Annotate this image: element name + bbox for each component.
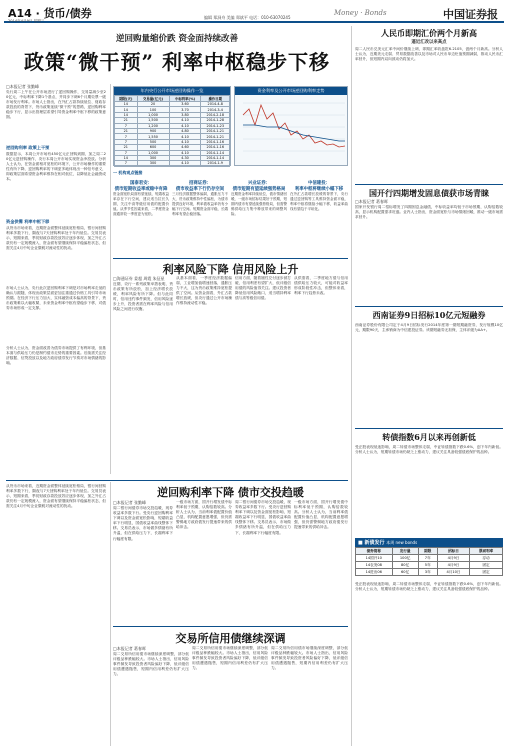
bottom-text-1: 周二银行间债券市场交投趋暖，现券收益率多数下行。受央行逆回购利率下调以及资金面宽松影响，短端收益率下行明显，国债收益率曲线整体下移。交易员表示，市场做多情绪有所升温，但在供给压力下，长端利率下行幅度有限。 <box>113 506 173 541</box>
table-cell: 2014-1-16 <box>201 139 230 144</box>
middle-paragraph: 近期，央行一系列政策举措表明，货币政策有所放松，加上经济增长放缓，利率风险有所下降。但与此同时，信用违约事件频发，信用风险逐步上升，投资者需在利率风险与信用风险之间进行权衡。 <box>113 282 173 312</box>
table-cell: 固定 <box>470 562 503 569</box>
table-cell: 7年 <box>418 555 437 562</box>
middle-headline <box>113 261 348 277</box>
middle-byline: □海通证券 姜超 周霞 朱征星 <box>113 276 165 281</box>
table-body <box>115 102 230 167</box>
section-rule <box>6 480 348 481</box>
table-cell: 3.80 <box>169 112 201 117</box>
rate-series-line <box>243 105 345 147</box>
table-cell: 4.10 <box>169 123 201 128</box>
view-text: 近期资金利率持续低位，债市情绪回暖，一级市场招标结果好于预期，短期内债市有望延续强势格局，但需警惕供给压力集中释放带来的调整风险。 <box>231 192 287 217</box>
middle-article <box>113 276 173 476</box>
newspaper-logo: 中国证券报 <box>443 8 498 21</box>
table-cell: 600 <box>137 145 169 150</box>
table-cell: 14国开10 <box>356 555 393 562</box>
table-cell: 2014-1-21 <box>201 134 230 139</box>
table-header: 交易量(亿元) <box>137 96 169 102</box>
right-filler-article <box>355 582 503 746</box>
view-column <box>172 180 228 252</box>
bottom-text-2: 周二交易所信用债市场继续深度调整，部分低评级品种跌幅较大。市场人士指出，信用风险事件频发导致投资者风险偏好下降，低评级信用债遭遇抛售，短期内信用利差仍有扩大压力。 <box>271 646 348 671</box>
table-header: 发行量 <box>392 548 418 555</box>
bottom-article-1 <box>235 500 291 620</box>
table-body <box>356 555 503 576</box>
table-cell: 7 <box>115 161 138 166</box>
table-row <box>356 569 503 576</box>
middle-paragraph: 从基本面看，一季度经济数据偏弱，工业增加值增速回落，通胀压力不大，这为货币政策维持宽松提供了空间。从资金面看，外汇占款增长放缓，但央行通过公开市场操作维持流动性平稳。 <box>176 276 232 306</box>
bottom-title-1[interactable]: 逆回购利率下降 债市交投趋暖 <box>157 486 304 499</box>
line-chart-svg <box>235 95 349 165</box>
table-cell: 14 <box>115 112 138 117</box>
table-cell: 3年 <box>418 569 437 576</box>
table-cell: 14 <box>115 155 138 160</box>
table-cell: 4月10日 <box>437 569 469 576</box>
new-bonds-table <box>355 547 503 576</box>
table-cell: 1,000 <box>137 150 169 155</box>
table-cell: 3.70 <box>169 107 201 112</box>
lead-paragraph: 分析人士认为，资金面改善为债券市场提供了有利环境，但基本面与供给压力仍是制约债市走势的重要因素。后续需关注经济数据、信贷投放以及地方政府债券发行节奏对市场情绪的影响。 <box>6 346 106 366</box>
table-cell: 14农发08 <box>356 562 393 569</box>
swsc-text: 西南证券股份有限公司定于4月9日招标发行2014年度第一期短期融资券，发行规模10亿元，期限90天，主承销商为中信建投证券。该期短融券无担保，主体评级为AA+。 <box>355 323 503 333</box>
swsc-news <box>355 310 503 423</box>
editor-line: 编辑 郑洞舟 美编 郑斌平 电话：010-63070245 <box>204 15 291 20</box>
table-cell: 7 <box>115 139 138 144</box>
middle-article <box>235 276 291 476</box>
table-cell: 2014-1-14 <box>201 155 230 160</box>
table-cell: 14 <box>115 107 138 112</box>
table-cell: 4月9日 <box>437 555 469 562</box>
chart-gridlines <box>243 103 345 151</box>
table-cell: 1,200 <box>137 123 169 128</box>
column-divider <box>351 26 352 746</box>
lead-headline <box>6 32 348 75</box>
view-author: 招商证券： <box>189 181 211 186</box>
table-cell: 80亿 <box>392 562 418 569</box>
view-author: 兴业证券： <box>248 181 270 186</box>
table-cell: 14 <box>115 102 138 107</box>
convertible-news <box>355 432 503 533</box>
lead-paragraph: 市场人士认为，央行此次逆回购利率下调是对市场利率走低的确认与跟随，体现出政策层面更加注重通过价格工具引导市场预期。在经济下行压力加大、实体融资成本偏高的背景下，货币政策难以大幅收紧，未来资金利率中枢有望稳步下移，对债券市场形成一定支撑。 <box>6 286 106 311</box>
table-cell: 4月9日 <box>437 562 469 569</box>
bottom-byline-1: □本报记者 张勤峰 <box>113 500 147 505</box>
table-cell: 2014-4-8 <box>201 102 230 107</box>
lead-byline: □本报记者 张勤峰 <box>6 84 40 89</box>
table-cell: 300 <box>137 161 169 166</box>
lead-subhead: 逆回购利率 政策上干预 <box>6 145 50 150</box>
table-title: 年内央行公开市场逆回购操作一览 <box>114 87 230 95</box>
middle-title[interactable]: 利率风险下降 信用风险上升 <box>162 263 299 276</box>
table-cell: 4.10 <box>169 134 201 139</box>
view-subtitle: 利率中枢将继续小幅下移 <box>294 187 344 192</box>
table-header: 操作日期 <box>201 96 230 102</box>
rate-trend-chart <box>234 86 348 166</box>
cdb-text: 国家开发银行周二招标增发了四期固息金融债，中标收益率均低于市场预期，认购倍数较高，显示机构配置需求旺盛。业内人士指出，资金面宽松与市场情绪回暖，推动一级市场需求回升。 <box>355 205 503 220</box>
view-author: 中信建投： <box>308 181 330 186</box>
table-cell: 2014-1-14 <box>201 150 230 155</box>
section-rule <box>113 258 348 259</box>
bottom-headline-1 <box>113 484 348 500</box>
table-header: 期限(天) <box>115 96 138 102</box>
middle-article <box>176 276 232 476</box>
bottom-article-2 <box>271 646 348 746</box>
table-cell: 浮动 <box>470 555 503 562</box>
view-subtitle: 债市收益率下行仍存空间 <box>175 187 225 192</box>
column-divider <box>110 482 111 746</box>
bottom-byline-2: □本报记者 葛春晖 <box>113 646 147 651</box>
table-cell: 21 <box>115 145 138 150</box>
bottom-article-1 <box>113 500 173 620</box>
table-cell: 4.10 <box>169 150 201 155</box>
table-cell: 900 <box>137 128 169 133</box>
data-table <box>114 95 230 167</box>
view-text: 在外汇占款增长放缓的背景下，央行通过逆回购等工具维持资金面平稳，利率中枢将继续小幅下移，收益率曲线有望趋于平坦化。 <box>290 192 348 212</box>
convertible-text: 受正股表现低迷影响，周二转债市场整体走弱，中证转债指数下跌0.6%，创下年内新低。分析人士认为，短期转债市场仍缺乏上涨动力，建议关注具备较强债底保护的品种。 <box>355 582 503 592</box>
table-cell: 100亿 <box>392 555 418 562</box>
section-rule <box>355 306 503 307</box>
table-cell: 5年 <box>418 562 437 569</box>
bottom-article-1 <box>176 500 232 620</box>
new-bonds-sublabel: 本周 new bonds <box>386 540 418 545</box>
table-cell: 固定 <box>470 569 503 576</box>
chart-title: 资金利率及公开市场逆回购利率走势 <box>235 87 347 95</box>
views-section-title: 一 机构观点链接 <box>113 170 143 175</box>
fx-title[interactable]: 人民币即期汇价两个月新高 <box>381 28 477 38</box>
section-rule <box>113 626 348 627</box>
table-cell: 3.60 <box>169 102 201 107</box>
table-header: 债券简称 <box>356 548 393 555</box>
lead-continued <box>6 484 106 746</box>
lead-subtitle: 逆回购量缩价跌 资金面持续改善 <box>116 34 238 44</box>
bottom-text-1: 周二银行间债券市场交投趋暖，现券收益率多数下行。受央行逆回购利率下调以及资金面宽松影响，短端收益率下行明显，国债收益率曲线整体下移。交易员表示，市场做多情绪有所升温，但在供给压力下，长端利率下行幅度有限。 <box>235 500 291 535</box>
table-cell: 4.10 <box>169 139 201 144</box>
table-cell: 14进出06 <box>356 569 393 576</box>
table-cell: 2014-1-9 <box>201 161 230 166</box>
fx-subtitle: 逼近汇改以来高点 <box>411 40 447 45</box>
table-row <box>356 562 503 569</box>
table-cell: 4.10 <box>169 161 201 166</box>
column-divider <box>110 84 111 474</box>
swsc-title[interactable]: 西南证券9日招标10亿元短融券 <box>372 310 486 320</box>
section-english: Money · Bonds <box>334 9 387 17</box>
table-cell: 20 <box>137 102 169 107</box>
bottom-article-1 <box>294 500 348 620</box>
lead-paragraph: 数据显示，本周公开市场有450亿元正回购到期，加之周二20亿元逆回购操作，央行本周公开市场实现资金净投放。分析人士认为，在资金面相对宽松的环境下，公开市场操作的重要性有所下降，逆回购利率的下调更多地体现出一种信号意义，即政策层面希望资金利率维持在相对低位，以降低社会融资成本。 <box>6 152 106 182</box>
section-rule <box>355 428 503 429</box>
fx-news <box>355 28 503 155</box>
section-title: A14 · 货币/债券 <box>8 7 92 20</box>
lead-paragraph: 从货币市场来看，近期资金面整体延续宽松格局，银行间回购利率多数下行，隔夜与7天回购利率处于年内低位。交易员表示，短期来看，季初财政存款投放效应逐步体现，加之外汇占款仍有一定规模流入，资金面有望继续保持平稳偏松状态，但需关注4月中旬企业缴税对流动性的扰动。 <box>6 226 106 251</box>
table-header: 期限 <box>418 548 437 555</box>
bottom-headline-2 <box>113 630 348 646</box>
bottom-article-2 <box>113 646 189 746</box>
table-cell: 4.10 <box>169 118 201 123</box>
views-header <box>113 170 348 178</box>
table-cell: 2014-1-21 <box>201 128 230 133</box>
table-cell: 7 <box>115 150 138 155</box>
table-cell: 1,000 <box>137 112 169 117</box>
lead-article <box>6 84 106 476</box>
lead-paragraph: 从货币市场来看，近期资金面整体延续宽松格局，银行间回购利率多数下行，隔夜与7天回购利率处于年内低位。交易员表示，短期来看，季初财政存款投放效应逐步体现，加之外汇占款仍有一定规模流入，资金面有望继续保持平稳偏松状态，但需关注4月中旬企业缴税对流动性的扰动。 <box>6 484 106 509</box>
view-text: 资金面宽松局面有望延续，短端收益率存在下行空间，建议适当拉长久期，关注中高等级信用债的配置价值。从季节性因素来看，二季度资金面通常较一季度更为宽松。 <box>113 192 169 217</box>
lead-paragraph: 央行周二上午在公开市场进行了逆回购操作，交易量减少至20亿元，中标利率下降1个基点，并同步下调6个月期央票一级市场发行利率。市场人士指出，在外汇占款持续低位、财政存款投放的背景下，货币政策延续“微干预”的思路，逆回购利率稳步下行，显示出管理层希望引导资金利率中枢下移的政策意图。 <box>6 90 106 120</box>
view-column <box>231 180 287 252</box>
issue-date: 2014年4月9日 星期三 <box>8 19 45 23</box>
table-cell: 4.60 <box>169 145 201 150</box>
bottom-title-2[interactable]: 交易所信用债继续深调 <box>175 632 286 645</box>
convertible-text: 受正股表现低迷影响，周二转债市场整体走弱，中证转债指数下跌0.6%，创下年内新低。分析人士认为，短期转债市场仍缺乏上涨动力，建议关注具备较强债底保护的品种。 <box>355 445 503 455</box>
table-cell: 100 <box>137 107 169 112</box>
table-cell: 4.80 <box>169 128 201 133</box>
bottom-text-2: 周二交易所信用债市场继续深度调整，部分低评级品种跌幅较大。市场人士指出，信用风险事件频发导致投资者风险偏好下降，低评级信用债遭遇抛售，短期内信用利差仍有扩大压力。 <box>113 652 189 677</box>
table-cell: 21 <box>115 128 138 133</box>
table-cell: 2014-1-23 <box>201 123 230 128</box>
bottom-text-2: 周二交易所信用债市场继续深度调整，部分低评级品种跌幅较大。市场人士指出，信用风险事件频发导致投资者风险偏好下降，低评级信用债遭遇抛售，短期内信用利差仍有扩大压力。 <box>192 646 268 671</box>
lead-title[interactable]: 政策“微干预” 利率中枢稳步下移 <box>24 50 330 74</box>
table-cell: 7 <box>115 134 138 139</box>
bottom-article-2 <box>192 646 268 746</box>
new-bonds-label: ■ 新债发行 <box>358 540 385 546</box>
table-cell: 2014-3-4 <box>201 107 230 112</box>
table-header: 中标利率(%) <box>169 96 201 102</box>
middle-article <box>294 276 348 476</box>
table-cell: 4.30 <box>169 155 201 160</box>
table-cell: 500 <box>137 139 169 144</box>
table-cell: 1,550 <box>137 134 169 139</box>
reverse-repo-table <box>113 86 231 166</box>
table-header: 招标日 <box>437 548 469 555</box>
new-bonds-box <box>355 538 503 576</box>
new-bonds-title <box>355 538 503 547</box>
cdb-news <box>355 188 503 305</box>
table-cell: 2014-1-16 <box>201 145 230 150</box>
cdb-byline: □本报记者 葛春晖 <box>355 199 389 204</box>
convertible-title[interactable]: 转债指数6月以来再创新低 <box>382 432 476 442</box>
middle-paragraph: 信用方面，随着刚性兑付逐步被打破，信用利差有望扩大，低评级信用债的风险值得关注。建议投资者降低信用风险敞口，适当增持利率债与高等级信用债。 <box>235 276 291 301</box>
table-cell: 7 <box>115 123 138 128</box>
view-author: 国泰君安： <box>130 181 152 186</box>
bottom-text-1: 一级市场方面，国开行增发债中标利率低于预期，认购倍数较高。分析人士认为，当前利率债配置价值凸显，机构配置意愿增强，但仍需警惕地方政府债发行提速带来的供给冲击。 <box>294 500 348 530</box>
page-masthead <box>4 3 504 23</box>
view-subtitle: 债市短期有望延续强势格局 <box>232 187 286 192</box>
table-cell: 21 <box>115 118 138 123</box>
table-row <box>356 555 503 562</box>
view-column <box>113 180 169 252</box>
table-cell: 2014-2-18 <box>201 112 230 117</box>
view-text: 三月经济数据整体偏弱，通胀压力不大，货币政策维持中性偏松，为债市提供良好环境，利率债收益率仍有小幅下行空间。短期资金面平稳，长端利率有望企稳回落。 <box>172 192 228 217</box>
section-rule <box>355 184 503 185</box>
table-row <box>115 161 230 166</box>
table-header: 票面利率 <box>470 548 503 555</box>
middle-paragraph: 从供需看，二季度地方债与信用债供给压力较大，可能对收益率形成阶段性冲击，但整体来看，利率下行趋势未改。 <box>294 276 348 296</box>
cdb-title[interactable]: 国开行四期增发固息债获市场青睐 <box>369 188 489 198</box>
lead-subhead: 资金供需 利率中枢下移 <box>6 219 50 224</box>
view-column <box>290 180 348 252</box>
view-subtitle: 债市短期收益率或稳中有降 <box>114 187 168 192</box>
table-cell: 300 <box>137 155 169 160</box>
table-cell: 60亿 <box>392 569 418 576</box>
table-cell: 1,500 <box>137 118 169 123</box>
fx-text: 周二人民币兑美元汇率中间价继续上调，即期汇率收盘报6.2105，创两个月新高。分析人士认为，近期美元走弱、贸易数据改善以及市场对人民币单边贬值预期减弱，推动人民币汇率回升，但短期内双向波动仍将加大。 <box>355 47 503 62</box>
bottom-text-1: 一级市场方面，国开行增发债中标利率低于预期，认购倍数较高。分析人士认为，当前利率债配置价值凸显，机构配置意愿增强，但仍需警惕地方政府债发行提速带来的供给冲击。 <box>176 500 232 530</box>
table-cell: 2014-1-28 <box>201 118 230 123</box>
